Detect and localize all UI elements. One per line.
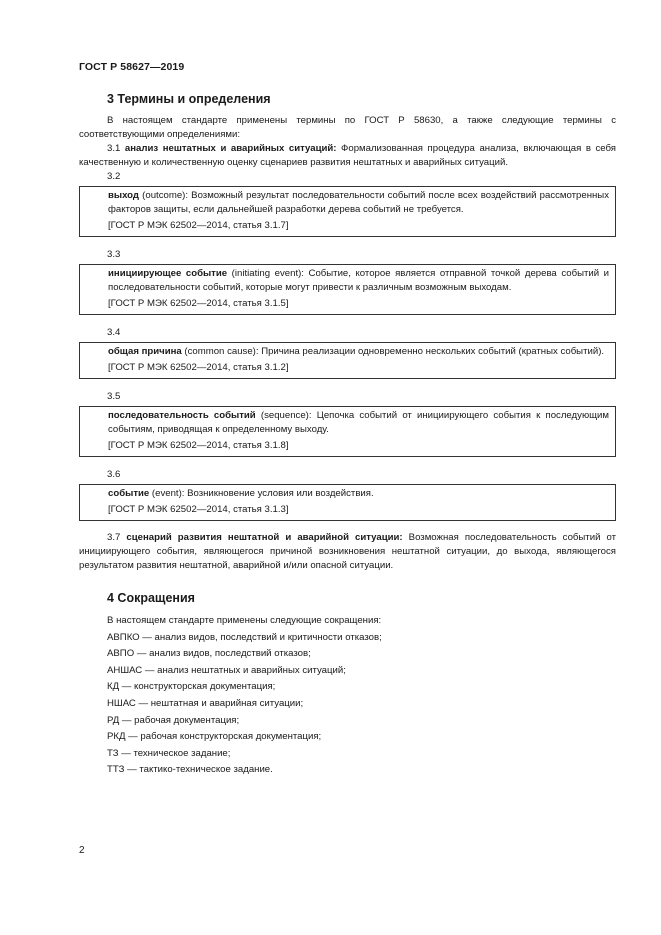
section-3-title: 3 Термины и определения: [107, 92, 271, 106]
term-number: 3.5: [107, 391, 121, 402]
abbreviation-item: РД — рабочая документация;: [107, 714, 240, 726]
page-content: [79, 92, 616, 779]
term-source: [ГОСТ Р МЭК 62502—2014, статья 3.1.2]: [108, 362, 289, 373]
term-definition: [108, 487, 609, 501]
term-source: [ГОСТ Р МЭК 62502—2014, статья 3.1.7]: [108, 220, 289, 231]
term-text: (outcome): Возможный результат последовательности событий после всех воздействий рассмотренных факторов защиты, если дальнейшей разработки дерева событий не требуется.: [108, 190, 609, 215]
spacer: [79, 573, 616, 591]
abbreviation-item: ТЗ — техническое задание;: [107, 747, 231, 759]
term-box: [79, 342, 616, 379]
abbreviation-item: АНШАС — анализ нештатных и аварийных ситуаций;: [107, 664, 346, 676]
term-box: [79, 484, 616, 521]
term-name: последовательность событий: [108, 410, 256, 421]
page-number: 2: [79, 845, 85, 856]
abbreviation-item: НШАС — нештатная и аварийная ситуации;: [107, 697, 304, 709]
term-name: событие: [108, 488, 150, 499]
term-definition: [108, 345, 609, 359]
term-3-6: [79, 468, 616, 521]
term-3-3: [79, 248, 616, 315]
term-name: общая причина: [108, 346, 182, 357]
term-text: (sequence): Цепочка событий от инициирующего события к последующим событиям, приводящая к определенному выходу.: [108, 410, 610, 435]
term-definition: Возможная последовательность событий от инициирующего события, являющегося причиной возникновения нештатной ситуации, до выхода, являющегося результатом развития нештатной, аварийной и/или опасной ситуации.: [79, 532, 616, 571]
term-box: [79, 186, 616, 237]
term-text: (event): Возникновение условия или воздействия.: [149, 488, 374, 499]
abbreviation-item: АВПКО — анализ видов, последствий и критичности отказов;: [107, 631, 382, 643]
section-3-intro: В настоящем стандарте применены термины по ГОСТ Р 58630, а также следующие термины с соответствующими определениями:: [79, 115, 616, 140]
term-3-2: [79, 170, 616, 237]
term-source: [ГОСТ Р МЭК 62502—2014, статья 3.1.3]: [108, 504, 289, 515]
abbreviation-item: ТТЗ — тактико-техническое задание.: [107, 764, 273, 776]
term-definition: Формализованная процедура анализа, включающая в себя качественную и количественную оценку сценариев развития нештатных и аварийных ситуаций.: [79, 143, 617, 168]
spacer: [79, 521, 616, 531]
term-box: [79, 406, 616, 457]
section-4-intro: В настоящем стандарте применены следующие сокращения:: [107, 615, 382, 626]
term-text: (initiating event): Событие, которое является отправной точкой дерева событий и последовательности событий, которые могут привести к различным возможным выходам.: [108, 268, 609, 293]
abbreviation-item: АВПО — анализ видов, последствий отказов;: [107, 648, 311, 660]
term-3-5: [79, 390, 616, 457]
term-name: сценарий развития нештатной и аварийной ситуации:: [126, 532, 403, 543]
term-name: выход: [108, 190, 140, 201]
term-number: 3.2: [107, 171, 121, 182]
term-box: [79, 264, 616, 315]
term-number: 3.7: [107, 532, 127, 543]
section-4-title: 4 Сокращения: [107, 591, 195, 605]
term-number: 3.3: [107, 249, 121, 260]
term-number: 3.4: [107, 327, 121, 338]
abbreviation-item: РКД — рабочая конструкторская документация;: [107, 731, 322, 743]
document-header: ГОСТ Р 58627—2019: [79, 61, 185, 73]
term-number: 3.6: [107, 469, 121, 480]
term-name: анализ нештатных и аварийных ситуаций:: [124, 143, 337, 154]
term-3-7: [79, 531, 616, 573]
term-source: [ГОСТ Р МЭК 62502—2014, статья 3.1.5]: [108, 298, 289, 309]
abbreviation-item: КД — конструкторская документация;: [107, 681, 276, 693]
term-definition: [108, 189, 609, 217]
term-number: 3.1: [107, 143, 125, 154]
term-3-4: [79, 326, 616, 379]
term-definition: [108, 267, 609, 295]
term-source: [ГОСТ Р МЭК 62502—2014, статья 3.1.8]: [108, 440, 289, 451]
term-text: (common cause): Причина реализации одновременно нескольких событий (кратных событий).: [181, 346, 605, 357]
term-definition: [108, 409, 609, 437]
term-3-1: [79, 142, 616, 170]
term-name: инициирующее событие: [108, 268, 228, 279]
